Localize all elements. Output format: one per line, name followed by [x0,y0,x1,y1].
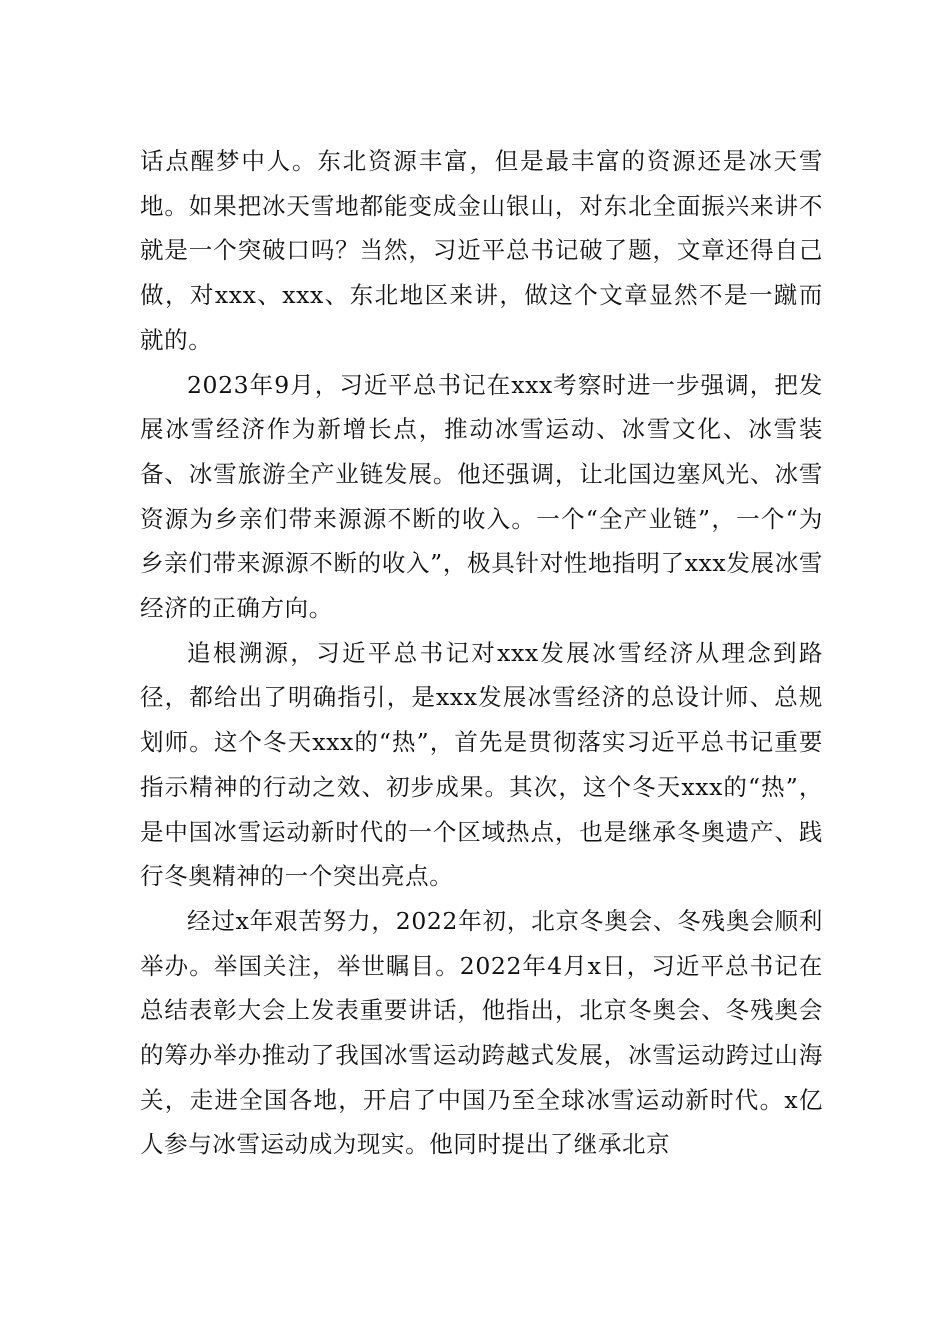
paragraph-1: 话点醒梦中人。东北资源丰富，但是最丰富的资源还是冰天雪地。如果把冰天雪地都能变成金山银山，对东北全面振兴来讲不就是一个突破口吗？当然，习近平总书记破了题，文章还得自己做，对xxx、xxx、东北地区来讲，做这个文章显然不是一蹴而就的。 [140,147,823,354]
document-body [140,139,823,1167]
paragraph-2: 2023年9月，习近平总书记在xxx考察时进一步强调，把发展冰雪经济作为新增长点，推动冰雪运动、冰雪文化、冰雪装备、冰雪旅游全产业链发展。他还强调，让北国边塞风光、冰雪资源为乡亲们带来源源不断的收入。一个“全产业链”，一个“为乡亲们带来源源不断的收入”，极具针对性地指明了xxx发展冰雪经济的正确方向。 [140,370,823,623]
paragraph-3: 追根溯源，习近平总书记对xxx发展冰雪经济从理念到路径，都给出了明确指引，是xxx发展冰雪经济的总设计师、总规划师。这个冬天xxx的“热”，首先是贯彻落实习近平总书记重要指示精神的行动之效、初步成果。其次，这个冬天xxx的“热”，是中国冰雪运动新时代的一个区域热点，也是继承冬奥遗产、践行冬奥精神的一个突出亮点。 [140,638,823,891]
paragraph-4: 经过x年艰苦努力，2022年初，北京冬奥会、冬残奥会顺利举办。举国关注，举世瞩目。2022年4月x日，习近平总书记在总结表彰大会上发表重要讲话，他指出，北京冬奥会、冬残奥会的筹办举办推动了我国冰雪运动跨越式发展，冰雪运动跨过山海关，走进全国各地，开启了中国乃至全球冰雪运动新时代。x亿人参与冰雪运动成为现实。他同时提出了继承北京 [140,906,823,1159]
